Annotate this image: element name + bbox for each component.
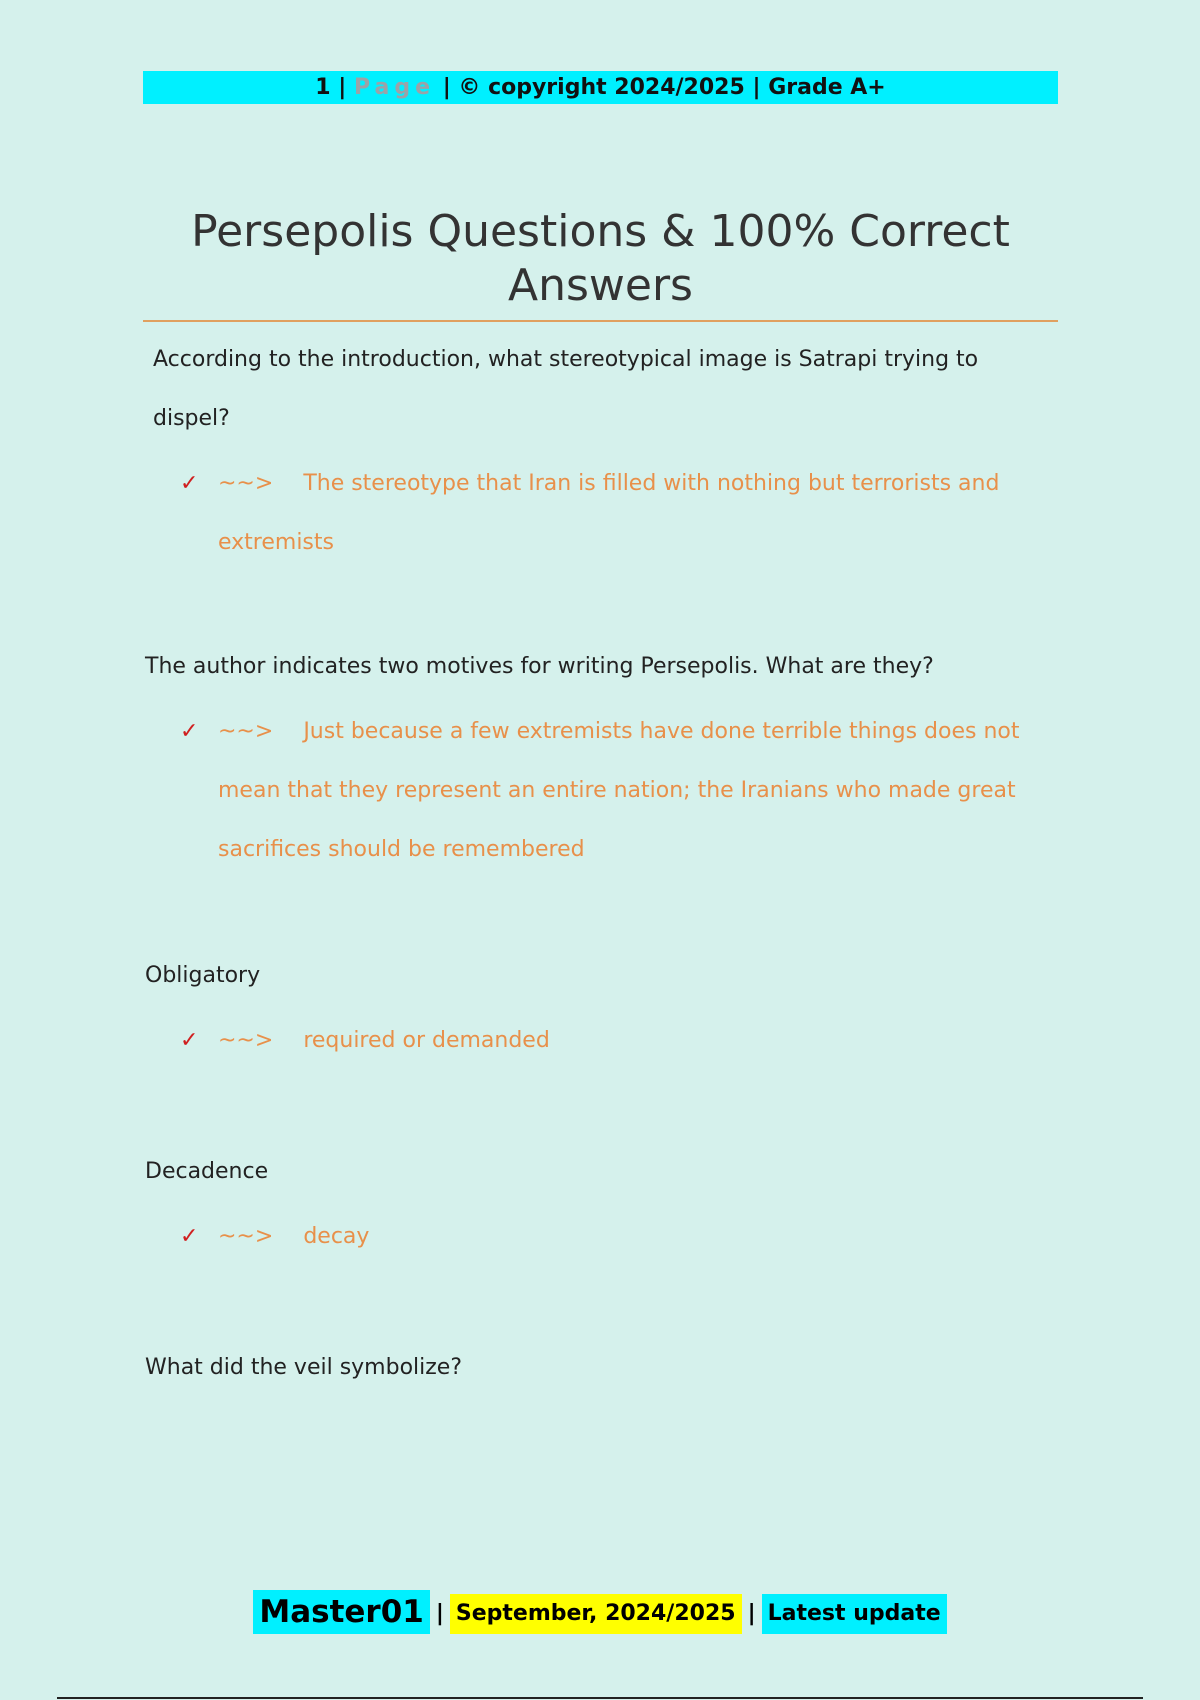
qa-content	[145, 330, 1055, 1397]
check-icon: ✓	[180, 471, 199, 496]
question-text: Obligatory	[145, 963, 261, 988]
copyright-text: © copyright 2024/2025	[458, 75, 745, 100]
footer-separator: |	[435, 1601, 444, 1626]
footer-date: September, 2024/2025	[450, 1594, 742, 1634]
check-icon: ✓	[180, 1028, 199, 1053]
question-text: What did the veil symbolize?	[145, 1355, 463, 1380]
answer-text: The stereotype that Iran is filled with nothing but terrorists and extremists	[218, 471, 1000, 555]
footer-divider	[57, 1697, 1143, 1699]
page-header-bar	[143, 71, 1058, 104]
footer-separator: |	[747, 1601, 756, 1626]
page-footer	[0, 1590, 1200, 1634]
header-separator: |	[338, 75, 347, 100]
answer-item	[180, 1207, 1055, 1266]
answer-text: Just because a few extremists have done terrible things does not mean that they represent an entire nation; the Iranians who made great sacrifices should be remembered	[218, 719, 1020, 862]
check-icon: ✓	[180, 719, 199, 744]
title-divider	[143, 320, 1058, 322]
header-separator: |	[442, 75, 451, 100]
answer-item	[180, 1011, 1055, 1070]
page-number: 1	[315, 75, 331, 100]
check-icon: ✓	[180, 1224, 199, 1249]
answer-item	[180, 702, 1055, 879]
answer-text: decay	[303, 1224, 370, 1249]
question-text: According to the introduction, what stereotypical image is Satrapi trying to dispel?	[153, 347, 979, 431]
grade-text: Grade A+	[768, 75, 886, 100]
arrow-marker: ~~>	[218, 1028, 274, 1053]
arrow-marker: ~~>	[218, 1224, 274, 1249]
answer-text: required or demanded	[303, 1028, 550, 1053]
document-title: Persepolis Questions & 100% Correct Answers	[191, 206, 1010, 311]
arrow-marker: ~~>	[218, 471, 274, 496]
footer-update: Latest update	[762, 1594, 947, 1634]
question-text: Decadence	[145, 1159, 269, 1184]
question-text: The author indicates two motives for writing Persepolis. What are they?	[145, 654, 934, 679]
arrow-marker: ~~>	[218, 719, 274, 744]
page-word: Page	[353, 75, 436, 100]
answer-item	[180, 454, 1055, 572]
header-separator: |	[752, 75, 761, 100]
footer-brand: Master01	[253, 1590, 430, 1634]
